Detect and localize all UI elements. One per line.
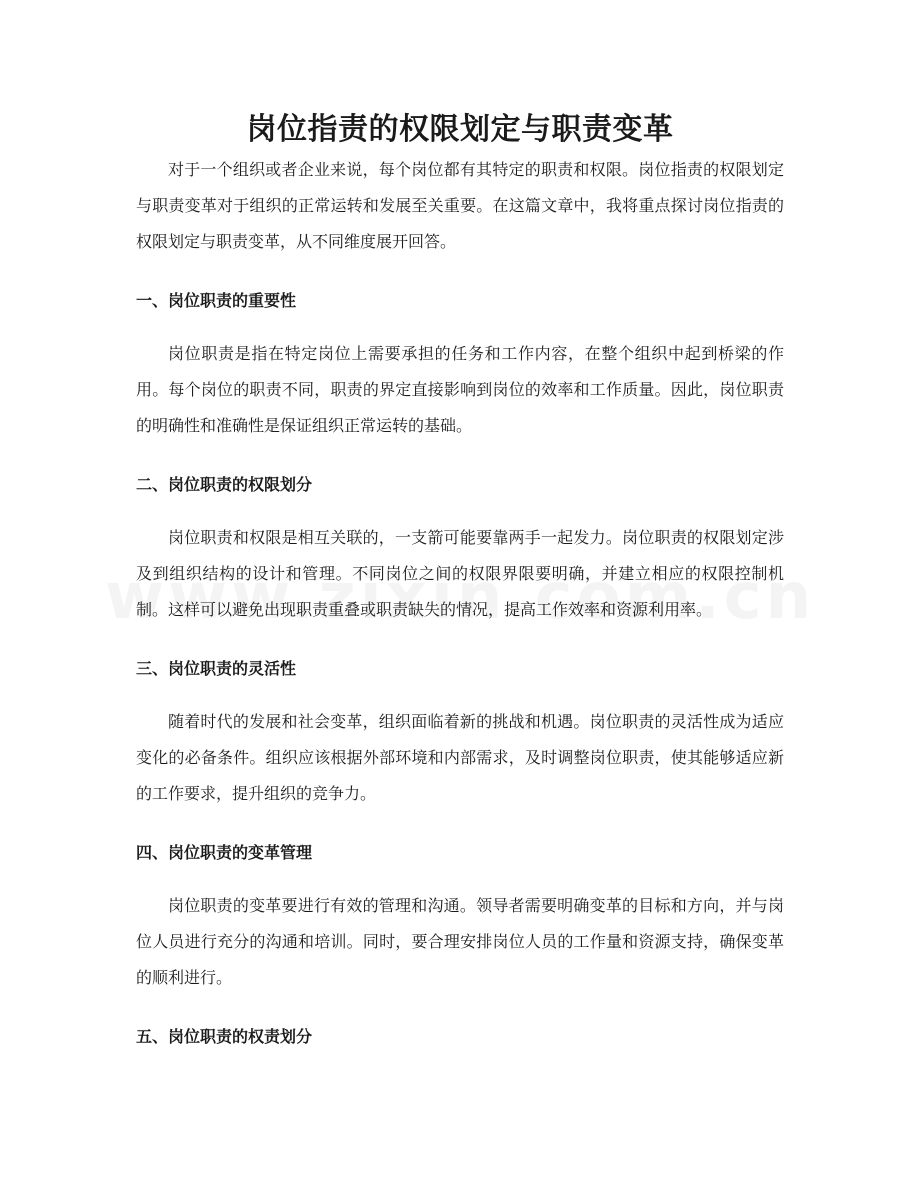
- section-1: [136, 286, 784, 444]
- section-heading: 四、岗位职责的变革管理: [136, 843, 313, 862]
- section-3: [136, 654, 784, 812]
- section-heading: 三、岗位职责的灵活性: [136, 659, 297, 678]
- section-2: [136, 470, 784, 628]
- section-body: 随着时代的发展和社会变革，组织面临着新的挑战和机遇。岗位职责的灵活性成为适应变化的必备条件。组织应该根据外部环境和内部需求，及时调整岗位职责，使其能够适应新的工作要求，提升组织的竞争力。: [136, 712, 784, 803]
- section-5: [136, 1022, 784, 1052]
- section-4: [136, 838, 784, 996]
- section-body: 岗位职责的变革要进行有效的管理和沟通。领导者需要明确变革的目标和方向，并与岗位人员进行充分的沟通和培训。同时，要合理安排岗位人员的工作量和资源支持，确保变革的顺利进行。: [136, 896, 784, 987]
- section-heading: 二、岗位职责的权限划分: [136, 475, 313, 494]
- section-body: 岗位职责是指在特定岗位上需要承担的任务和工作内容，在整个组织中起到桥梁的作用。每个岗位的职责不同，职责的界定直接影响到岗位的效率和工作质量。因此，岗位职责的明确性和准确性是保证组织正常运转的基础。: [136, 344, 784, 435]
- section-body: 岗位职责和权限是相互关联的，一支箭可能要靠两手一起发力。岗位职责的权限划定涉及到组织结构的设计和管理。不同岗位之间的权限界限要明确，并建立相应的权限控制机制。这样可以避免出现职责重叠或职责缺失的情况，提高工作效率和资源利用率。: [136, 528, 784, 619]
- intro-paragraph: 对于一个组织或者企业来说，每个岗位都有其特定的职责和权限。岗位指责的权限划定与职责变革对于组织的正常运转和发展至关重要。在这篇文章中，我将重点探讨岗位指责的权限划定与职责变革，从不同维度展开回答。: [136, 160, 784, 251]
- section-heading: 一、岗位职责的重要性: [136, 291, 297, 310]
- document-title: 岗位指责的权限划定与职责变革: [246, 112, 674, 147]
- section-heading: 五、岗位职责的权责划分: [136, 1027, 313, 1046]
